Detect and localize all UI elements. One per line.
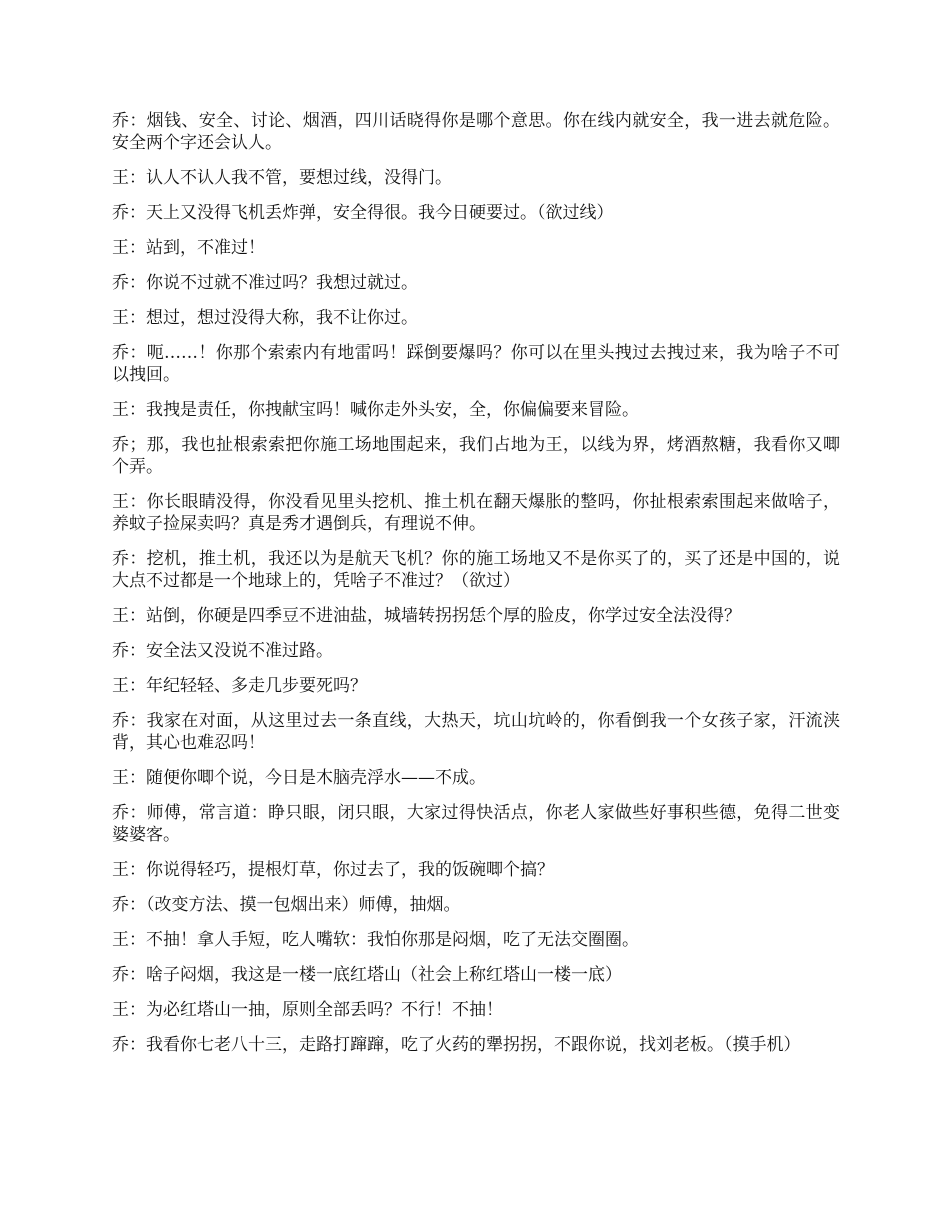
dialogue-line: 乔：你说不过就不准过吗？我想过就过。 <box>112 273 418 293</box>
dialogue-line: 王：年纪轻轻、多走几步要死吗？ <box>112 676 367 696</box>
dialogue-line: 乔：啥子闷烟，我这是一楼一底红塔山（社会上称红塔山一楼一底） <box>112 965 622 985</box>
dialogue-line: 乔；那，我也扯根索索把你施工场地围起来，我们占地为王，以线为界，烤酒熬糖，我看你又唧个弄。 <box>112 435 840 477</box>
dialogue-line: 乔：师傅，常言道：睁只眼，闭只眼，大家过得快活点，你老人家做些好事积些德，免得二世变婆婆客。 <box>112 803 840 845</box>
dialogue-text <box>112 110 840 1069</box>
dialogue-line: 王：认人不认人我不管，要想过线，没得门。 <box>112 168 452 188</box>
dialogue-line: 王：你说得轻巧，提根灯草，你过去了，我的饭碗唧个搞？ <box>112 860 554 880</box>
dialogue-line: 王：不抽！拿人手短，吃人嘴软：我怕你那是闷烟，吃了无法交圈圈。 <box>112 930 639 950</box>
dialogue-line: 王：为必红塔山一抽，原则全部丢吗？不行！不抽！ <box>112 1000 503 1020</box>
dialogue-line: 乔：我看你七老八十三，走路打蹿蹿，吃了火药的犟拐拐，不跟你说，找刘老板。（摸手机） <box>112 1035 801 1055</box>
dialogue-line: 王：随便你唧个说，今日是木脑壳浮水——不成。 <box>112 768 486 788</box>
dialogue-line: 乔：烟钱、安全、讨论、烟酒，四川话晓得你是哪个意思。你在线内就安全，我一进去就危险。安全两个字还会认人。 <box>112 111 840 153</box>
dialogue-line: 乔：呃……！你那个索索内有地雷吗！踩倒要爆吗？你可以在里头拽过去拽过来，我为啥子不可以拽回。 <box>112 343 840 385</box>
dialogue-line: 乔：（改变方法、摸一包烟出来）师傅，抽烟。 <box>112 895 461 915</box>
dialogue-line: 王：想过，想过没得大称，我不让你过。 <box>112 308 418 328</box>
dialogue-line: 乔：天上又没得飞机丢炸弹，安全得很。我今日硬要过。（欲过线） <box>112 203 614 223</box>
dialogue-line: 王：你长眼睛没得，你没看见里头挖机、推土机在翻天爆胀的整吗，你扯根索索围起来做啥子，养蚊子捡屎卖吗？真是秀才遇倒兵，有理说不伸。 <box>112 492 840 534</box>
dialogue-line: 王：站倒，你硬是四季豆不进油盐，城墙转拐拐恁个厚的脸皮，你学过安全法没得？ <box>112 606 741 626</box>
dialogue-line: 王：站到，不准过！ <box>112 238 265 258</box>
dialogue-line: 乔：挖机，推土机，我还以为是航天飞机？你的施工场地又不是你买了的，买了还是中国的，说大点不过都是一个地球上的，凭啥子不准过？（欲过） <box>112 549 840 591</box>
dialogue-line: 王：我拽是责任，你拽献宝吗！喊你走外头安，全，你偏偏要来冒险。 <box>112 400 639 420</box>
dialogue-line: 乔：我家在对面，从这里过去一条直线，大热天，坑山坑岭的，你看倒我一个女孩子家，汗流浃背，其心也难忍吗！ <box>112 711 840 753</box>
dialogue-line: 乔：安全法又没说不准过路。 <box>112 641 333 661</box>
